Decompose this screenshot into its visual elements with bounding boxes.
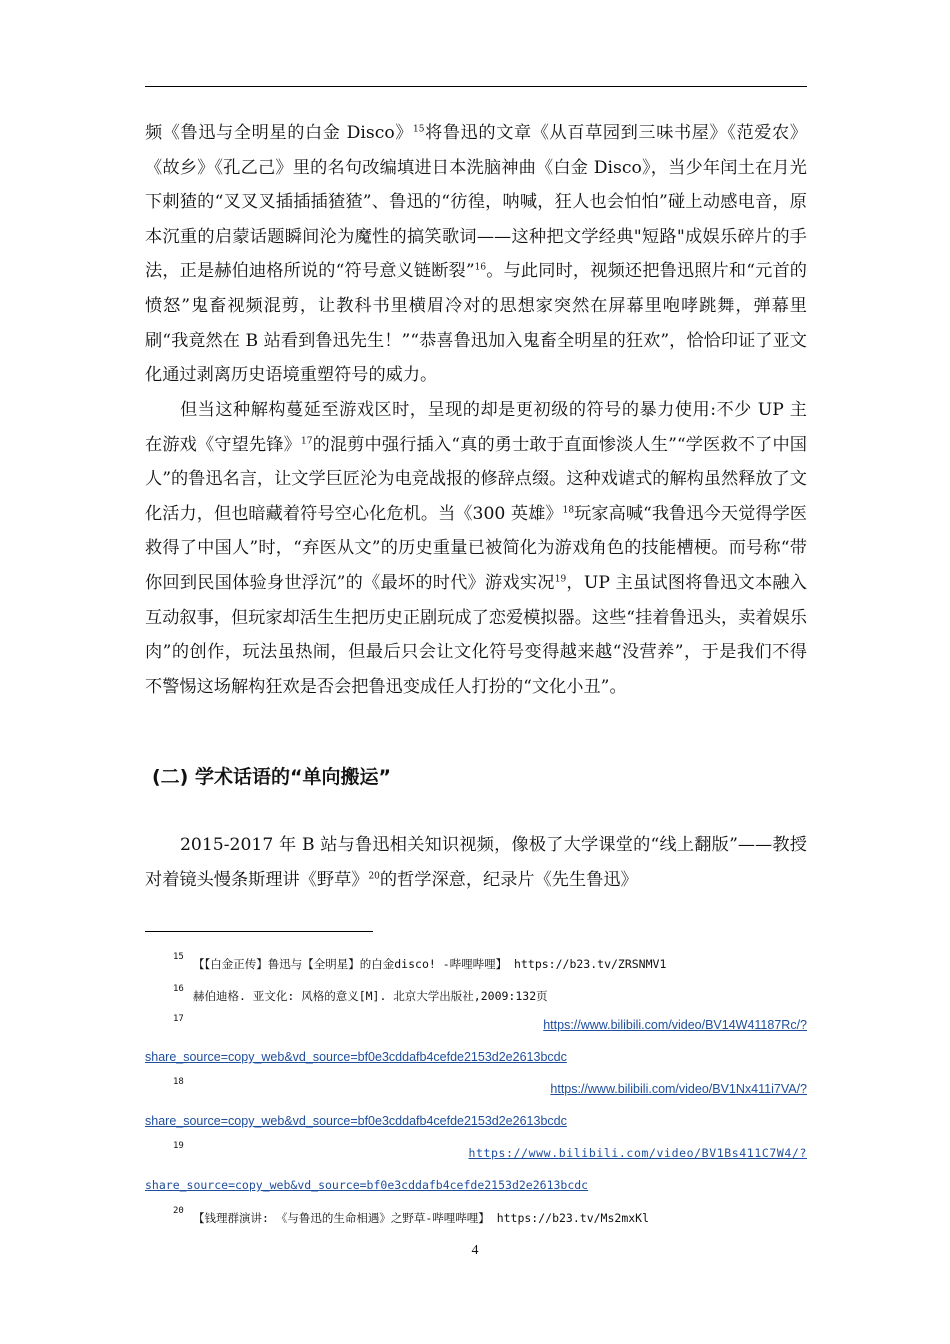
- footnote-18-link[interactable]: https://www.bilibili.com/video/BV1Nx411i7VA/?: [550, 1082, 807, 1096]
- paragraph-text: 频《鲁迅与全明星的白金 Disco》$^{15}$将鲁迅的文章《从百草园到三味书屋》《范爱农》《故乡》《孔乙己》里的名句改编填进日本洗脑神曲《白金 Disco》，当少年闰土在月光下刺猹的“叉叉叉插插插猹猹”、鲁迅的“彷徨，呐喊，狂人也会怕怕”碰上动感电音，原本沉重的启蒙话题瞬间沦为魔性的搞笑歌词——这种把文学经典"短路"成娱乐碎片的手法，正是赫伯迪格所说的“符号意义链断裂”$^{16}$。与此同时，视频还把鲁迅照片和“元首的愤怒”鬼畜视频混剪，让教科书里横眉冷对的思想家突然在屏幕里咆哮跳舞，弹幕里刷“我竟然在 B 站看到鲁迅先生！”“恭喜鲁迅加入鬼畜全明星的狂欢”，恰恰印证了亚文化通过剥离历史语境重塑符号的威力。: [145, 123, 807, 386]
- paragraph-text: 2015-2017 年 B 站与鲁迅相关知识视频，像极了大学课堂的“线上翻版”——教授对着镜头慢条斯理讲《野草》$^{20}$的哲学深意，纪录片《先生鲁迅》: [145, 835, 807, 890]
- footnote-19-link[interactable]: https://www.bilibili.com/video/BV1Bs411C7W4/?: [468, 1146, 807, 1160]
- body-paragraph-3: [145, 828, 807, 897]
- footnote-17-link-continued[interactable]: share_source=copy_web&vd_source=bf0e3cddafb4cefde2153d2e2613bcdc: [145, 1050, 567, 1064]
- footnote-number: 20: [173, 1206, 184, 1216]
- footnote-text: 【钱理群演讲: 《与鲁迅的生命相遇》之野草-哔哩哔哩】 https://b23.tv/Ms2mxKl: [193, 1211, 650, 1225]
- footnote-number: 16: [173, 984, 184, 994]
- footnote-18-link-continued[interactable]: share_source=copy_web&vd_source=bf0e3cddafb4cefde2153d2e2613bcdc: [145, 1114, 567, 1128]
- header-rule: [145, 86, 807, 87]
- footnote-ref[interactable]: 19: [554, 574, 567, 585]
- footnote-ref[interactable]: 16: [474, 262, 487, 273]
- footnote-ref[interactable]: 15: [413, 124, 425, 135]
- footnote-ref[interactable]: 20: [368, 870, 380, 881]
- section-heading: (二) 学术话语的“单向搬运”: [152, 766, 391, 788]
- footnote-number: 15: [173, 952, 184, 962]
- body-paragraph-2: [145, 393, 807, 704]
- footnote-text: 赫伯迪格. 亚文化: 风格的意义[M]. 北京大学出版社,2009:132页: [193, 989, 548, 1003]
- paragraph-text: 但当这种解构蔓延至游戏区时，呈现的却是更初级的符号的暴力使用:不少 UP 主在游戏《守望先锋》$^{17}$的混剪中强行插入“真的勇士敢于直面惨淡人生”“学医救不了中国人”的鲁迅名言，让文学巨匠沦为电竞战报的修辞点缀。这种戏谑式的解构虽然释放了文化活力，但也暗藏着符号空心化危机。当《300 英雄》$^{18}$玩家高喊“我鲁迅今天觉得学医救得了中国人”时，“弃医从文”的历史重量已被简化为游戏角色的技能槽梗。而号称“带你回到民国体验身世浮沉”的《最坏的时代》游戏实况$^{19}$，UP 主虽试图将鲁迅文本融入互动叙事，但玩家却活生生把历史正剧玩成了恋爱模拟器。这些“挂着鲁迅头，卖着娱乐肉”的创作，玩法虽热闹，但最后只会让文化符号变得越来越“没营养”，于是我们不得不警惕这场解构狂欢是否会把鲁迅变成任人打扮的“文化小丑”。: [145, 400, 807, 697]
- body-paragraph-1: [145, 116, 807, 393]
- footnote-ref[interactable]: 18: [562, 505, 575, 516]
- footnote-17-number: 17: [173, 1014, 184, 1024]
- footnote-18-number: 18: [173, 1077, 184, 1087]
- footnote-19-link-continued[interactable]: share_source=copy_web&vd_source=bf0e3cddafb4cefde2153d2e2613bcdc: [145, 1178, 589, 1192]
- footnote-text: 【【白金正传】鲁迅与【全明星】的白金disco! -哔哩哔哩】 https://b23.tv/ZRSNMV1: [193, 957, 667, 971]
- footnote-separator: [145, 931, 373, 932]
- page-number: 4: [471, 1243, 479, 1258]
- footnote-17-link[interactable]: https://www.bilibili.com/video/BV14W41187Rc/?: [543, 1018, 807, 1032]
- footnote-19-number: 19: [173, 1141, 184, 1151]
- footnote-ref[interactable]: 17: [300, 435, 313, 446]
